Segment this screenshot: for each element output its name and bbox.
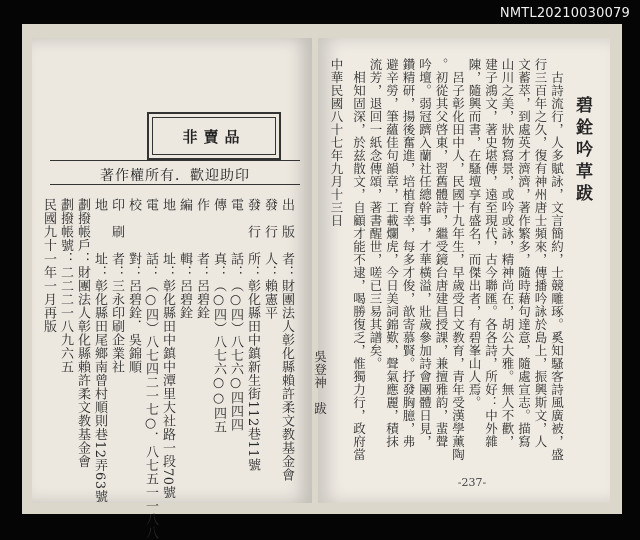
colophon-line: 民國九十一年一月再版 <box>41 198 56 333</box>
postscript-column: 吟壇。弱冠躋入蘭社任總幹事，才華橫溢，壯歲參加詩會團體日見， <box>417 58 433 448</box>
postscript-column: 鑽精研，揚後奮進，培植育幸，每多才俊，歆寄慕賢。抒發胸臆，弗 <box>401 58 416 448</box>
open-book <box>22 24 622 540</box>
postscript-column: 相知固深，於兹散文，自顧才能不逮，喝勝復乏，惟獨力行，政府當 <box>351 71 367 461</box>
postscript-page <box>312 38 610 503</box>
colophon-line: 電 話：（○四）八七六○四四四 <box>228 198 243 432</box>
page-number: -237- <box>457 476 487 489</box>
not-for-sale-seal <box>147 112 281 160</box>
postscript-column: 建子鴻文，著史堪傳，遠至現代，古今聯匯。各各詩，所好：中外雜 <box>483 58 499 448</box>
colophon-line: 編 輯：呂碧銓 <box>177 198 192 320</box>
postscript-column: 陳，隨興而書，在騷壇享有盛名，而傑出者，有碧峯山人焉。 <box>467 58 482 409</box>
postscript-column: 古詩流行，人多賦詠，文言簡約，士競雕琢。奚知騷客詩風廣被，盛 <box>549 71 565 461</box>
colophon-line: 作 者：呂碧銓 <box>194 198 209 320</box>
colophon-line: 電 話：（○四）八七四二一七○．八七五一一八八 <box>143 198 158 540</box>
copyright-headline: 著作權所有．歡迎助印 <box>100 168 250 184</box>
postscript-title: 碧銓吟草跋 <box>572 96 592 206</box>
seal-label: 非賣品 <box>152 117 276 155</box>
postscript-column: 呂子彰化田中人，民國十九年生，早歲受日文教育，青年受漢學薰陶 <box>450 71 466 461</box>
postscript-column: 避辛勞，筆蘊佳句韻章，工載爛虎，今日美詞錦歎，聲氣應麗，積抹 <box>384 58 400 448</box>
postscript-column: 文蓄萃，到處英才濟濟，著作繁多，隨時藉句達意，隨處宣志。描寫 <box>516 58 532 448</box>
colophon-line: 印 刷 者：三永印刷企業社 <box>109 198 124 374</box>
postscript-column: 流芳，退回一紙念傳頌，著書醒世，嗟已三易其譜矣。 <box>368 58 383 370</box>
date-line: 中華民國八十七年九月十三日 <box>329 58 344 227</box>
colophon-line: 地 址：彰化縣田尾鄉南曾村順則巷12弄63號 <box>92 198 107 504</box>
colophon-line: 出 版 者：財團法人彰化縣賴許柔文教基金會 <box>279 198 294 482</box>
postscript-column: 。初從其父啓東，習舊體詩，繼受鏡台唐建昌授課，兼擅雅韵，蜚聲 <box>434 58 449 448</box>
colophon-line: 傳 真：（○四）八七六○○四五 <box>211 198 226 434</box>
colophon-line: 發 行 人：賴憲平 <box>262 198 277 320</box>
top-rule <box>50 160 300 161</box>
colophon-page <box>32 38 312 540</box>
catalog-id: NMTL20210030079 <box>499 6 630 21</box>
postscript-column: 山川之美，狀物寫景，或吟或詠，精神尚在，胡公大雅。無人不歡， <box>500 58 515 448</box>
colophon-line: 地 址：彰化縣田中鎮中潭里大社路一段70號 <box>160 198 175 500</box>
author-signature: 吳登神 跋 <box>312 350 328 415</box>
bottom-rule <box>50 184 300 185</box>
colophon-line: 劃撥帳戶：財團法人彰化縣賴許柔文教基金會 <box>75 198 90 468</box>
colophon-line: 發 行 所：彰化縣田中鎮新生街112巷11號 <box>245 198 260 472</box>
postscript-column: 行三百年之久，復有神州唐士頻來，傳播吟詠於島上，振興斯文，人 <box>533 58 548 448</box>
colophon-line: 校 對：呂碧銓．吳錦順 <box>126 198 141 374</box>
colophon-line: 劃撥帳號：二二二一八九六五 <box>58 198 73 374</box>
